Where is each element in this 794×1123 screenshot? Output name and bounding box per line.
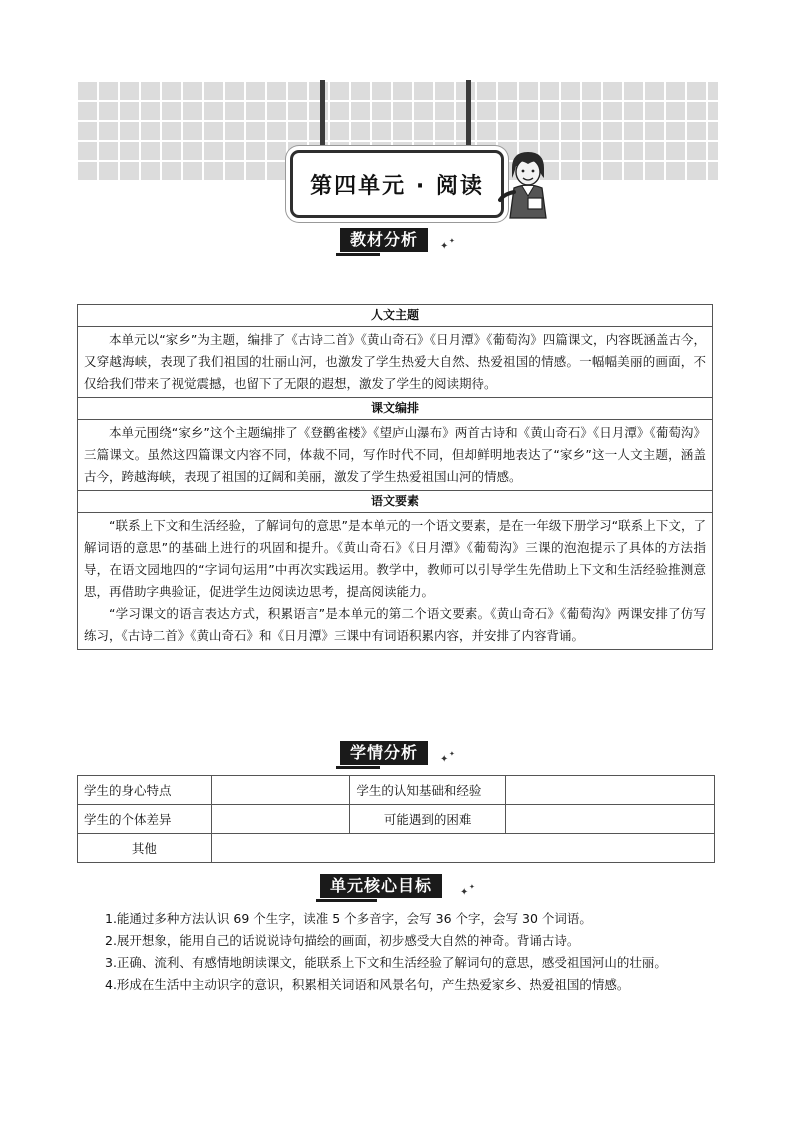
table-cell-empty[interactable] bbox=[505, 805, 714, 834]
core-goals-list bbox=[80, 908, 716, 996]
hanging-rope-right bbox=[466, 80, 471, 158]
table-cell-empty[interactable] bbox=[505, 776, 714, 805]
unit-title-sign bbox=[290, 150, 504, 218]
sparkle-icon: ✦ bbox=[440, 754, 449, 765]
sparkle-icon: ✦ bbox=[449, 237, 455, 245]
table-cell: 学生的个体差异 bbox=[78, 805, 212, 834]
table-cell-empty[interactable] bbox=[211, 834, 714, 863]
unit-title: 第四单元 · 阅读 bbox=[310, 173, 484, 199]
elements-content bbox=[78, 513, 712, 649]
sparkle-icon: ✦ bbox=[440, 241, 449, 252]
student-situation-table bbox=[77, 775, 715, 863]
analysis-table bbox=[77, 304, 713, 650]
table-cell: 学生的认知基础和经验 bbox=[350, 776, 505, 805]
goal-item: 2.展开想象，能用自己的话说说诗句描绘的画面，初步感受大自然的神奇。背诵古诗。 bbox=[105, 933, 580, 948]
elements-heading: 语文要素 bbox=[78, 491, 712, 513]
table-cell: 学生的身心特点 bbox=[78, 776, 212, 805]
table-cell-empty[interactable] bbox=[211, 776, 350, 805]
theme-content bbox=[78, 327, 712, 398]
table-cell: 可能遇到的困难 bbox=[350, 805, 505, 834]
hanging-rope-left bbox=[320, 80, 325, 158]
section-tag-goals: 单元核心目标 bbox=[320, 874, 442, 898]
sparkle-icon: ✦ bbox=[469, 883, 475, 891]
teacher-mascot-icon bbox=[498, 148, 554, 222]
goal-item: 4.形成在生活中主动识字的意识，积累相关词语和风景名句，产生热爱家乡、热爱祖国的情感。 bbox=[105, 977, 630, 992]
table-row bbox=[78, 805, 715, 834]
sparkle-icon: ✦ bbox=[449, 750, 455, 758]
theme-heading: 人文主题 bbox=[78, 305, 712, 327]
elements-paragraph: “联系上下文和生活经验，了解词句的意思”是本单元的一个语文要素，是在一年级下册学习“联系上下文，了解词语的意思”的基础上进行的巩固和提升。《黄山奇石》《日月潭》《葡萄沟》三课的泡泡提示了具体的方法指导，在语文园地四的“字词句运用”中再次实践运用。教学中，教师可以引导学生先借助上下文和生活经验推测意思，再借助字典验证，促进学生边阅读边思考，提高阅读能力。 bbox=[84, 518, 706, 599]
arrangement-content bbox=[78, 420, 712, 491]
goal-item: 3.正确、流利、有感情地朗读课文，能联系上下文和生活经验了解词句的意思，感受祖国河山的壮丽。 bbox=[105, 955, 667, 970]
goal-item: 1.能通过多种方法认识 69 个生字，读准 5 个多音字，会写 36 个字，会写 30 个词语。 bbox=[105, 911, 592, 926]
table-row bbox=[78, 834, 715, 863]
theme-paragraph: 本单元以“家乡”为主题，编排了《古诗二首》《黄山奇石》《日月潭》《葡萄沟》四篇课文，内容既涵盖古今，又穿越海峡，表现了我们祖国的壮丽山河，也激发了学生热爱大自然、热爱祖国的情感。一幅幅美丽的画面，不仅给我们带来了视觉震撼，也留下了无限的遐想，激发了学生的阅读期待。 bbox=[84, 332, 706, 391]
arrangement-paragraph: 本单元围绕“家乡”这个主题编排了《登鹳雀楼》《望庐山瀑布》两首古诗和《黄山奇石》《日月潭》《葡萄沟》三篇课文。虽然这四篇课文内容不同，体裁不同，写作时代不同，但却鲜明地表达了“家乡”这一人文主题，涵盖古今，跨越海峡，表现了祖国的辽阔和美丽，激发了学生热爱祖国山河的情感。 bbox=[84, 425, 706, 484]
unit-banner bbox=[76, 80, 718, 199]
table-row bbox=[78, 776, 715, 805]
table-cell-empty[interactable] bbox=[211, 805, 350, 834]
section-tag-student: 学情分析 bbox=[340, 741, 428, 765]
table-cell: 其他 bbox=[78, 834, 212, 863]
section-tag-analysis: 教材分析 bbox=[340, 228, 428, 252]
elements-paragraph: “学习课文的语言表达方式，积累语言”是本单元的第二个语文要素。《黄山奇石》《葡萄沟》两课安排了仿写练习，《古诗二首》《黄山奇石》和《日月潭》三课中有词语积累内容，并安排了内容背诵。 bbox=[84, 606, 706, 643]
arrangement-heading: 课文编排 bbox=[78, 398, 712, 420]
sparkle-icon: ✦ bbox=[460, 887, 469, 898]
